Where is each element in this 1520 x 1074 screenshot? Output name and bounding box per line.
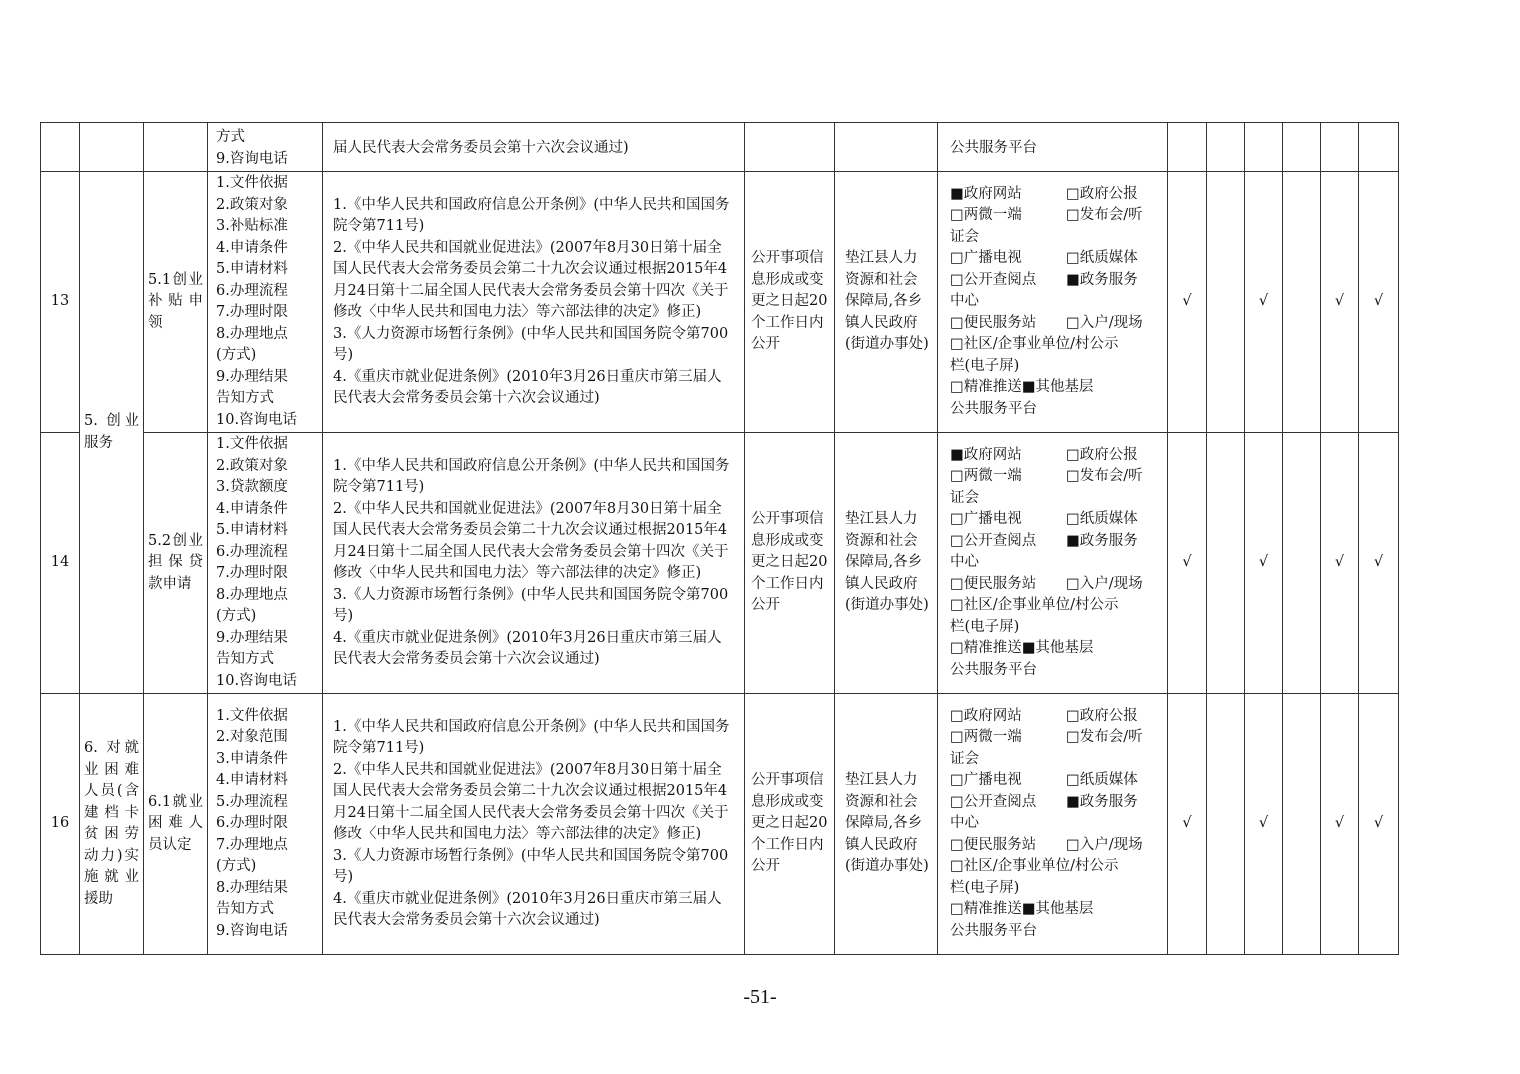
- category-cell: [80, 694, 144, 955]
- channel-option: □纸质媒体: [1066, 250, 1138, 267]
- page-number: -51-: [743, 986, 777, 1008]
- basis-text: 1.《中华人民共和国政府信息公开条例》(中华人民共和国国务院令第711号): [333, 196, 730, 234]
- subject-cell: [835, 123, 938, 172]
- content-line: 9.咨询电话: [216, 150, 288, 167]
- content-line: 告知方式: [216, 651, 274, 667]
- basis-text: 届人民代表大会常务委员会第十六次会议通过): [333, 140, 629, 157]
- channel-option: □纸质媒体: [1066, 772, 1138, 789]
- timing-cell: 公开事项信息形成或变更之日起20个工作日内公开: [745, 694, 835, 955]
- check-cell: [1321, 123, 1359, 172]
- channels-cell: [938, 123, 1168, 172]
- channel-option: □精准推送■其他基层: [950, 379, 1094, 396]
- channel-option: □社区/企事业单位/村公示: [950, 858, 1119, 875]
- check-cell: [1245, 123, 1283, 172]
- channel-option: □政府公报: [1066, 707, 1138, 724]
- content-line: (方式): [216, 347, 257, 363]
- item-label: 5.2创业担保贷款申请: [144, 433, 208, 694]
- basis-text: 4.《重庆市就业促进条例》(2010年3月26日重庆市第三届人民代表大会常务委员会第十六次会议通过): [333, 890, 722, 928]
- basis-text: 2.《中华人民共和国就业促进法》(2007年8月30日第十届全国人民代表大会常务委员会第二十九次会议通过根据2015年4月24日第十二届全国人民代表大会常务委员会第十四次《关于修改〈中华人民共和国电力法〉等六部法律的决定》修正): [333, 500, 729, 581]
- content-line: 3.申请条件: [216, 750, 288, 767]
- check-mark: [1283, 172, 1321, 433]
- check-mark: [1207, 694, 1245, 955]
- channel-option: □精准推送■其他基层: [950, 640, 1094, 657]
- content-line: 7.办理时限: [216, 304, 288, 320]
- channel-option: 公共服务平台: [950, 400, 1037, 417]
- basis-cell: [323, 433, 745, 694]
- content-line: 9.办理结果: [216, 368, 288, 385]
- check-cell: [1168, 123, 1207, 172]
- content-line: 9.咨询电话: [216, 922, 288, 939]
- basis-cell: [323, 694, 745, 955]
- basis-text: 4.《重庆市就业促进条例》(2010年3月26日重庆市第三届人民代表大会常务委员会第十六次会议通过): [333, 629, 722, 667]
- content-line: 8.办理地点: [216, 586, 288, 603]
- content-line: 4.申请材料: [216, 772, 288, 789]
- content-line: 8.办理地点: [216, 325, 288, 342]
- check-mark: √: [1168, 172, 1207, 433]
- channel-option: □便民服务站: [950, 575, 1037, 592]
- channel-option: □政府公报: [1066, 446, 1138, 463]
- category-cell: [80, 123, 144, 172]
- content-line: 1.文件依据: [216, 707, 288, 724]
- check-mark: [1207, 172, 1245, 433]
- content-line: 3.贷款额度: [216, 479, 288, 495]
- basis-text: 3.《人力资源市场暂行条例》(中华人民共和国国务院令第700号): [333, 586, 729, 624]
- content-line: 10.咨询电话: [216, 411, 298, 428]
- content-line: 2.对象范围: [216, 729, 288, 746]
- channel-option: □社区/企事业单位/村公示: [950, 336, 1119, 353]
- content-line: 7.办理时限: [216, 565, 288, 581]
- channel-option: ■政府网站: [950, 446, 1022, 463]
- channel-option: ■政府网站: [950, 185, 1022, 202]
- check-cell: [1283, 123, 1321, 172]
- content-line: 5.申请材料: [216, 261, 288, 277]
- content-line: 5.办理流程: [216, 793, 288, 810]
- check-mark: √: [1321, 433, 1359, 694]
- channel-option: □精准推送■其他基层: [950, 901, 1094, 918]
- channel-option: □广播电视: [950, 772, 1022, 789]
- channel-option: □两微一端: [950, 468, 1022, 485]
- content-line: 6.办理流程: [216, 282, 288, 299]
- channel-option: □入户/现场: [1066, 575, 1143, 592]
- item-label: 5.1创业补贴申领: [144, 172, 208, 433]
- content-line: 4.申请条件: [216, 239, 288, 256]
- subject-cell: 垫江县人力资源和社会保障局,各乡镇人民政府(街道办事处): [835, 172, 938, 433]
- content-line: (方式): [216, 858, 257, 875]
- channel-option: 公共服务平台: [950, 661, 1037, 678]
- channel-option: □政府公报: [1066, 185, 1138, 202]
- basis-text: 2.《中华人民共和国就业促进法》(2007年8月30日第十届全国人民代表大会常务委员会第二十九次会议通过根据2015年4月24日第十二届全国人民代表大会常务委员会第十四次《关于修改〈中华人民共和国电力法〉等六部法律的决定》修正): [333, 239, 729, 320]
- item-cell: [144, 123, 208, 172]
- content-line: 3.补贴标准: [216, 218, 288, 234]
- content-line: 6.办理流程: [216, 543, 288, 560]
- check-cell: [1359, 123, 1399, 172]
- channel-option: ■政务服务: [1066, 271, 1138, 288]
- channel-option: 栏(电子屏): [950, 618, 1020, 635]
- basis-cell: [323, 172, 745, 433]
- content-line: 10.咨询电话: [216, 672, 298, 689]
- check-cell: [1207, 123, 1245, 172]
- channel-option: 证会: [950, 750, 979, 767]
- channel-option: □广播电视: [950, 250, 1022, 267]
- content-line: 告知方式: [216, 390, 274, 406]
- channel-option: □政府网站: [950, 707, 1022, 724]
- channel-option: □纸质媒体: [1066, 511, 1138, 528]
- basis-cell: [323, 123, 745, 172]
- channel-option: □两微一端: [950, 207, 1022, 224]
- category-label: 6. 对就业困难人员(含建档卡贫困劳动力)实施就业援助: [84, 740, 139, 907]
- content-line: 9.办理结果: [216, 629, 288, 646]
- channel-option: □便民服务站: [950, 836, 1037, 853]
- timing-cell: [745, 123, 835, 172]
- subject-cell: 垫江县人力资源和社会保障局,各乡镇人民政府(街道办事处): [835, 694, 938, 955]
- subject-cell: 垫江县人力资源和社会保障局,各乡镇人民政府(街道办事处): [835, 433, 938, 694]
- channel-option: □广播电视: [950, 511, 1022, 528]
- basis-text: 3.《人力资源市场暂行条例》(中华人民共和国国务院令第700号): [333, 847, 729, 885]
- channels-cell: [938, 172, 1168, 433]
- table-row: [41, 172, 1399, 433]
- channel-option: 公共服务平台: [950, 922, 1037, 939]
- check-mark: √: [1168, 433, 1207, 694]
- basis-text: 1.《中华人民共和国政府信息公开条例》(中华人民共和国国务院令第711号): [333, 718, 730, 756]
- check-mark: √: [1321, 694, 1359, 955]
- content-line: 5.申请材料: [216, 522, 288, 538]
- channel-option: 中心: [950, 293, 979, 310]
- channel-option: □发布会/听: [1066, 468, 1143, 485]
- channel-option: □发布会/听: [1066, 207, 1143, 224]
- check-mark: √: [1245, 172, 1283, 433]
- row-number-cell: [41, 123, 80, 172]
- check-mark: √: [1321, 172, 1359, 433]
- channel-option: 中心: [950, 815, 979, 832]
- row-number: 16: [41, 694, 80, 955]
- channel-option: 证会: [950, 489, 979, 506]
- channels-cell: [938, 433, 1168, 694]
- channel-option: □入户/现场: [1066, 314, 1143, 331]
- content-line: 告知方式: [216, 901, 274, 918]
- content-line: 1.文件依据: [216, 175, 288, 191]
- channel-option: ■政务服务: [1066, 793, 1138, 810]
- check-mark: [1283, 433, 1321, 694]
- content-cell: [208, 123, 323, 172]
- content-cell: [208, 172, 323, 433]
- table-row: [41, 694, 1399, 955]
- channel-option: □公开查阅点: [950, 532, 1037, 549]
- channel-option: 栏(电子屏): [950, 879, 1020, 896]
- timing-cell: 公开事项信息形成或变更之日起20个工作日内公开: [745, 433, 835, 694]
- content-line: 2.政策对象: [216, 196, 288, 213]
- check-mark: √: [1168, 694, 1207, 955]
- check-mark: √: [1245, 433, 1283, 694]
- category-label: 5. 创业服务: [84, 413, 139, 451]
- channel-option: ■政务服务: [1066, 532, 1138, 549]
- content-cell: [208, 433, 323, 694]
- content-line: 6.办理时限: [216, 815, 288, 832]
- disclosure-table: [40, 122, 1399, 955]
- basis-text: 4.《重庆市就业促进条例》(2010年3月26日重庆市第三届人民代表大会常务委员会第十六次会议通过): [333, 368, 722, 406]
- content-line: 方式: [216, 129, 245, 145]
- category-cell: [80, 172, 144, 694]
- content-line: (方式): [216, 608, 257, 624]
- content-line: 1.文件依据: [216, 436, 288, 452]
- check-mark: √: [1359, 172, 1399, 433]
- content-line: 4.申请条件: [216, 500, 288, 517]
- channel-option: □两微一端: [950, 729, 1022, 746]
- channel-option: 栏(电子屏): [950, 357, 1020, 374]
- channels-cell: [938, 694, 1168, 955]
- content-line: 7.办理地点: [216, 836, 288, 853]
- check-mark: √: [1245, 694, 1283, 955]
- check-mark: [1207, 433, 1245, 694]
- basis-text: 2.《中华人民共和国就业促进法》(2007年8月30日第十届全国人民代表大会常务委员会第二十九次会议通过根据2015年4月24日第十二届全国人民代表大会常务委员会第十四次《关于修改〈中华人民共和国电力法〉等六部法律的决定》修正): [333, 761, 729, 842]
- row-number: 13: [41, 172, 80, 433]
- content-line: 8.办理结果: [216, 879, 288, 896]
- check-mark: √: [1359, 694, 1399, 955]
- channel-option: □社区/企事业单位/村公示: [950, 597, 1119, 614]
- channel-option: 中心: [950, 554, 979, 571]
- timing-cell: 公开事项信息形成或变更之日起20个工作日内公开: [745, 172, 835, 433]
- channel-option: □公开查阅点: [950, 793, 1037, 810]
- row-number: 14: [41, 433, 80, 694]
- channel-line: 公共服务平台: [950, 140, 1037, 157]
- content-cell: [208, 694, 323, 955]
- channel-option: □入户/现场: [1066, 836, 1143, 853]
- channel-option: □便民服务站: [950, 314, 1037, 331]
- check-mark: √: [1359, 433, 1399, 694]
- content-line: 2.政策对象: [216, 457, 288, 474]
- basis-text: 1.《中华人民共和国政府信息公开条例》(中华人民共和国国务院令第711号): [333, 457, 730, 495]
- channel-option: □公开查阅点: [950, 271, 1037, 288]
- channel-option: □发布会/听: [1066, 729, 1143, 746]
- table-row: [41, 433, 1399, 694]
- basis-text: 3.《人力资源市场暂行条例》(中华人民共和国国务院令第700号): [333, 325, 729, 363]
- table-row: [41, 123, 1399, 172]
- item-label: 6.1就业困难人员认定: [144, 694, 208, 955]
- channel-option: 证会: [950, 228, 979, 245]
- check-mark: [1283, 694, 1321, 955]
